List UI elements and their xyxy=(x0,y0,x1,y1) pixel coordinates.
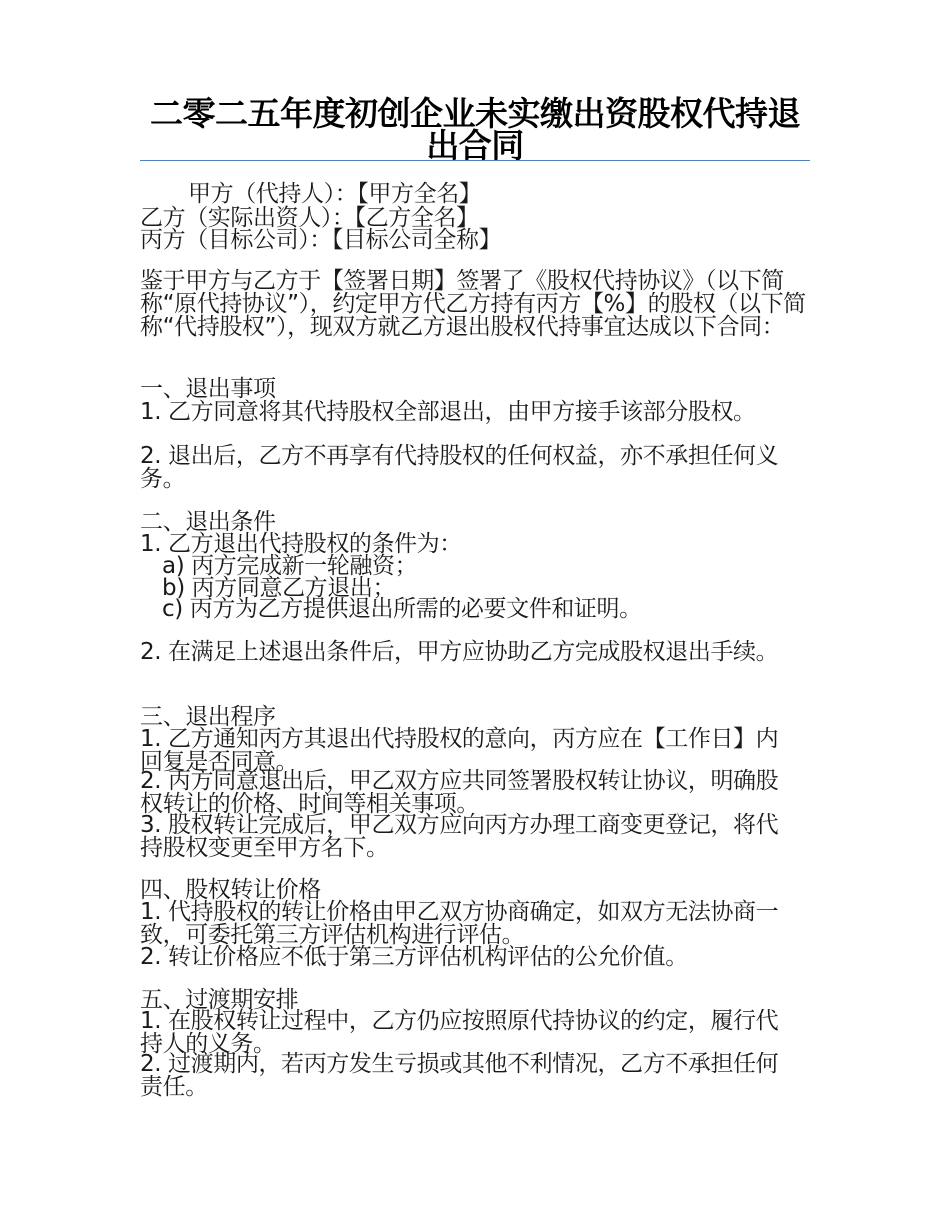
section-2-sub-c: c) 丙方为乙方提供退出所需的必要文件和证明。 xyxy=(162,596,642,622)
party-b-line: 乙方（实际出资人）：【乙方全名】 xyxy=(140,205,479,231)
section-3-heading: 三、退出程序 xyxy=(140,704,276,730)
section-4-heading: 四、股权转让价格 xyxy=(140,877,321,903)
party-c-line: 丙方（目标公司）：【目标公司全称】 xyxy=(140,227,502,253)
section-1-item-2: 2. 退出后，乙方不再享有代持股权的任何权益，亦不承担任何义务。 xyxy=(140,443,779,492)
section-2-sub-b: b) 丙方同意乙方退出； xyxy=(162,575,396,601)
section-2-item-2: 2. 在满足上述退出条件后，甲方应协助乙方完成股权退出手续。 xyxy=(140,639,779,665)
party-a-line: 甲方（代持人）：【甲方全名】 xyxy=(188,181,482,207)
section-5-item-1: 1. 在股权转让过程中，乙方仍应按照原代持协议的约定，履行代持人的义务。 xyxy=(140,1008,779,1057)
section-1-heading: 一、退出事项 xyxy=(140,376,276,402)
section-4-item-1: 1. 代持股权的转让价格由甲乙双方协商确定，如双方无法协商一致，可委托第三方评估机构进行评估。 xyxy=(140,899,779,948)
section-5-heading: 五、过渡期安排 xyxy=(140,987,299,1013)
section-3-item-1: 1. 乙方通知丙方其退出代持股权的意向，丙方应在【工作日】内回复是否同意。 xyxy=(140,726,779,775)
section-5-item-2: 2. 过渡期内，若丙方发生亏损或其他不利情况，乙方不承担任何责任。 xyxy=(140,1051,779,1100)
section-2-sub-a: a) 丙方完成新一轮融资； xyxy=(162,553,418,579)
section-2-heading: 二、退出条件 xyxy=(140,509,276,535)
document-title: 二零二五年度初创企业未实缴出资股权代持退出合同 xyxy=(150,94,800,165)
section-3-item-2: 2. 丙方同意退出后，甲乙双方应共同签署股权转让协议，明确股权转让的价格、时间等相关事项。 xyxy=(140,768,779,817)
preamble-paragraph: 鉴于甲方与乙方于【签署日期】签署了《股权代持协议》（以下简称“原代持协议”），约定甲方代乙方持有丙方【%】的股权（以下简称“代持股权”），现双方就乙方退出股权代持事宜达成以下合同： xyxy=(140,268,806,340)
section-1-item-1: 1. 乙方同意将其代持股权全部退出，由甲方接手该部分股权。 xyxy=(140,399,756,425)
section-4-item-2: 2. 转让价格应不低于第三方评估机构评估的公允价值。 xyxy=(140,944,688,970)
section-3-item-3: 3. 股权转让完成后，甲乙双方应向丙方办理工商变更登记，将代持股权变更至甲方名下。 xyxy=(140,812,779,861)
title-divider xyxy=(140,160,810,161)
section-2-item-1: 1. 乙方退出代持股权的条件为： xyxy=(140,531,462,557)
